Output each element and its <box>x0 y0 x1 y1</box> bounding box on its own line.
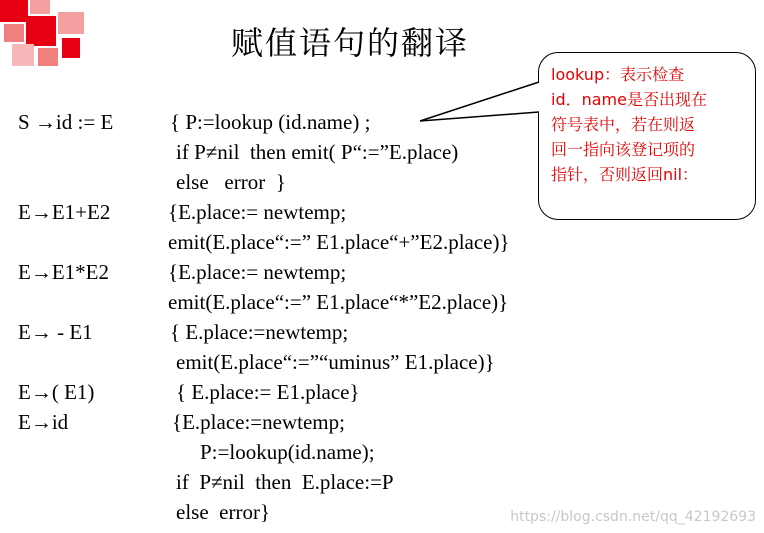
watermark: https://blog.csdn.net/qq_42192693 <box>510 509 756 525</box>
action-line: { E.place:= E1.place} <box>176 380 360 404</box>
callout-line: 指针，否则返回nil： <box>551 165 699 184</box>
callout-line: id．name是否出现在 <box>551 90 707 109</box>
production-e-id: E→id <box>18 410 69 434</box>
production-e-uminus: E→ - E1 <box>18 320 93 344</box>
action-line: P:=lookup(id.name); <box>200 440 375 464</box>
page-title: 赋值语句的翻译 <box>230 24 469 62</box>
action-line: if P≠nil then emit( P“:=”E.place) <box>176 140 459 164</box>
production-s-assign: S →id := E <box>18 110 114 134</box>
action-line: else error} <box>176 500 271 524</box>
callout-line: 回一指向该登记项的 <box>551 140 696 159</box>
action-line: {E.place:= newtemp; <box>168 260 347 284</box>
production-e-plus: E→E1+E2 <box>18 200 111 224</box>
action-line: emit(E.place“:=” E1.place“*”E2.place)} <box>168 290 509 314</box>
action-line: if P≠nil then E.place:=P <box>176 470 394 494</box>
action-line: else error } <box>176 170 286 194</box>
action-line: { E.place:=newtemp; <box>170 320 349 344</box>
action-line: emit(E.place“:=” E1.place“+”E2.place)} <box>168 230 510 254</box>
action-line: emit(E.place“:=”“uminus” E1.place)} <box>176 350 495 374</box>
callout-line: lookup：表示检查 <box>551 65 685 84</box>
callout-line: 符号表中，若在则返 <box>551 115 696 134</box>
action-line: { P:=lookup (id.name) ; <box>170 110 371 134</box>
production-e-times: E→E1*E2 <box>18 260 109 284</box>
action-line: {E.place:=newtemp; <box>172 410 345 434</box>
action-line: {E.place:= newtemp; <box>168 200 347 224</box>
production-e-paren: E→( E1) <box>18 380 95 404</box>
